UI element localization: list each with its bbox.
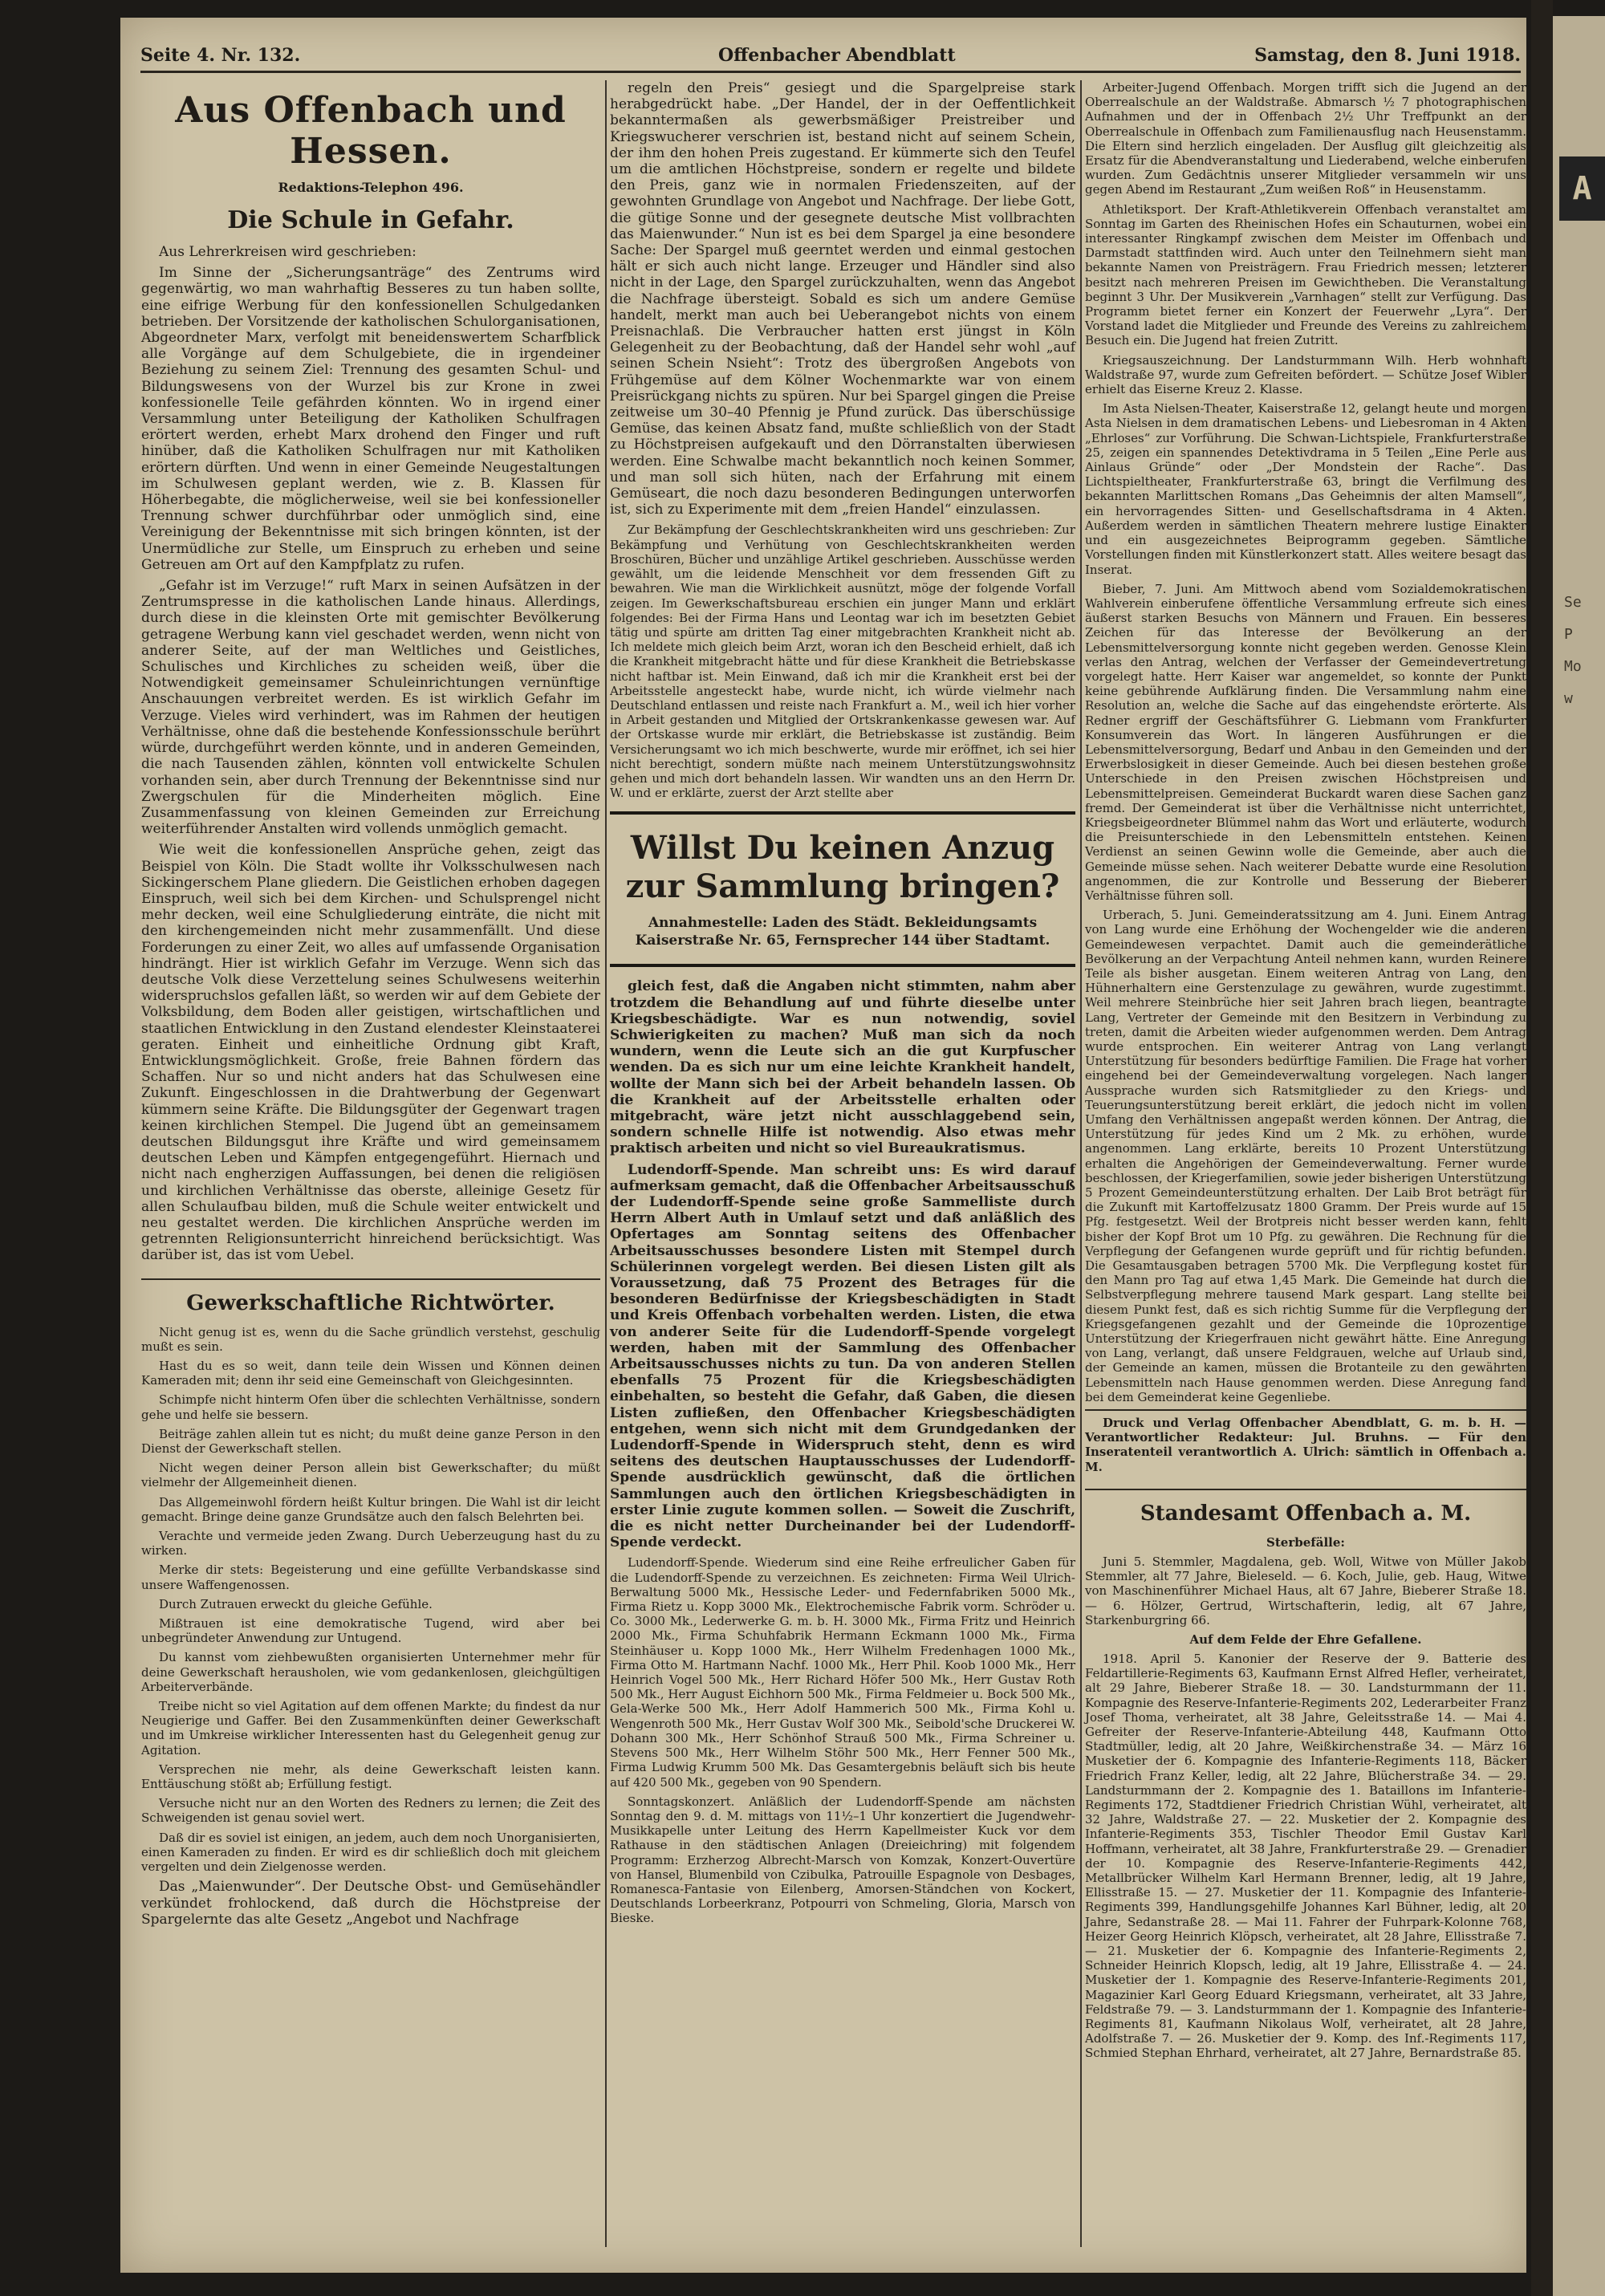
adjacent-page-tab: A <box>1559 156 1605 221</box>
column-3 <box>1085 80 1526 2066</box>
paragraph: Bieber, 7. Juni. Am Mittwoch abend vom Sozialdemokratischen Wahlverein einberufene öffentliche Versammlung erfreute sich eines äußerst starken Besuchs von Männern und Frauen. Ein besseres Zeichen für das Interesse der Bevölkerung an der Lebensmittelversorgung konnte nicht gegeben werden. Genosse Klein verlas den Antrag, welchen der Verfasser der Gemeindevertretung vorgelegt hatte. Herr Kaiser war angemeldet, so konnte der Punkt keine gebührende Aufklärung finden. Die Versammlung nahm eine Resolution an, welche die Sache auf das eingehendste erörterte. Als Redner ergriff der Geschäftsführer G. Liebmann vom Frankfurter Konsumverein das Wort. In längeren Ausführungen er die Lebensmittelversorgung, Bedarf und Anbau in den Gemeinden und der Erwerbslosigkeit in dieser Gemeinde. Auch bei diesen bestehen große Unterschiede in den Preisen zwischen Höchstpreisen und Lebensmittelpreisen. Gemeinderat Buckardt waren diese Sachen ganz fremd. Der Gemeinderat ist über die Verhältnisse nicht unterrichtet, Kriegsbeigeordneter Blümmel nahm das Wort und erläuterte, wodurch die Preisunterschiede in den Lebensmitteln entstehen. Keinen Verdienst an seinen Gewinn wolle die Gemeinde, aber auch die Gemeinde müsse sehen. Nach weiterer Debatte wurde eine Resolution angenommen, die zur Kontrolle und Besserung der Bieberer Verhältnisse führen soll. <box>1085 581 1526 903</box>
article-headline: Die Schule in Gefahr. <box>227 206 514 234</box>
paragraph: Daß dir es soviel ist einigen, an jedem, auch dem noch Unorganisierten, einen Kameraden zu finden. Er wird es dir schließlich doch mit gleichem vergelten und dein Zielgenosse werden. <box>141 1830 600 1875</box>
paragraph: 1918. April 5. Kanonier der Reserve der 9. Batterie des Feldartillerie-Regiments 63, Kaufmann Ernst Alfred Hefler, verheiratet, alt 29 Jahre, Bieberer Straße 18. — 30. Landsturmmann der 11. Kompagnie des Reserve-Infanterie-Regiments 202, Lederarbeiter Franz Josef Thoma, verheiratet, alt 38 Jahre, Geleitsstraße 14. — Mai 4. Gefreiter der Reserve-Infanterie-Abteilung 448, Kaufmann Otto Stadtmüller, ledig, alt 20 Jahre, Weißkirchenstraße 34. — März 16 Musketier der 6. Kompagnie des Infanterie-Regiments 118, Bäcker Friedrich Franz Keller, ledig, alt 22 Jahre, Blücherstraße 34. — 29. Landsturmmann der 2. Kompagnie des 1. Bataillons im Infanterie-Regiments 172, Stadtdiener Friedrich Christian Wühl, verheiratet, alt 32 Jahre, Waldstraße 27. — 22. Musketier der 2. Kompagnie des Infanterie-Regiments 353, Tischler Theodor Emil Gustav Karl Hoffmann, verheiratet, alt 38 Jahre, Frankfurterstraße 29. — Grenadier der 10. Kompagnie des Reserve-Infanterie-Regiments 442, Metallbrücker Wilhelm Karl Hermann Brenner, ledig, alt 19 Jahre, Ellisstraße 15. — 27. Musketier der 11. Kompagnie des Infanterie-Regiments 399, Handlungsgehilfe Johannes Karl Bühner, ledig, alt 20 Jahre, Sedanstraße 28. — Mai 11. Fahrer der Fuhrpark-Kolonne 768, Heizer Georg Heinrich Klöpsch, verheiratet, alt 28 Jahre, Ellisstraße 7. — 21. Musketier der 6. Kompagnie des Infanterie-Regiments 2, Schneider Heinrich Klopsch, ledig, alt 19 Jahre, Ellisstraße 4. — 24. Musketier der 1. Kompagnie des Reserve-Infanterie-Regiments 201, Magazinier Karl Georg Eduard Kriegsmann, verheiratet, alt 33 Jahre, Feldstraße 79. — 3. Landsturmmann der 1. Kompagnie des Infanterie-Regiments 81, Kaufmann Nikolaus Wolf, verheiratet, alt 28 Jahre, Adolfstraße 7. — 26. Musketier der 9. Komp. des Inf.-Regiments 117, Schmied Stephan Ehrhard, verheiratet, alt 27 Jahre, Bernardstraße 85. <box>1085 1651 1526 2061</box>
page-header <box>140 39 1521 73</box>
paragraph: Wie weit die konfessionellen Ansprüche gehen, zeigt das Beispiel von Köln. Die Stadt wollte ihr Volksschulwesen nach Sickingerschem Plane gliedern. Die Geistlichen erhoben dagegen Einspruch, weil sich bei dem Kirchen- und Schulsprengel nicht mehr decken, weil eine Schulgliederung einträte, die nicht mit den kirchengemeinden nicht mehr zusammenfällt. Und diese Forderungen zu einer Zeit, wo alles auf umfassende Organisation hindrängt. Hier ist wirklich Gefahr im Verzuge. Wenn sich das deutsche Volk diese Verzettelung seines Schulwesens weiterhin widerspruchslos gefallen läßt, so werden wir auf dem Gebiete der Volksbildung, dem Boden aller geistigen, wirtschaftlichen und staatlichen Entwicklung in den Zustand elendester Kleinstaaterei geraten. Einheit und einheitliche Ordnung gibt Kraft, Entwicklungsmöglichkeit. Große, freie Bahnen fördern das Schaffen. Nur so und nicht anders hat das Schulwesen eine Zukunft. Eingeschlossen in die Drahtwerbung der Gegenwart kümmern seine Kräfte. Die Bildungsgüter der Gegenwart tragen keinen kirchlichen Stempel. Die Jugend übt an gemeinsamem deutschen Bildungsgut ihre Kräfte und wird gemeinsamem deutschen Leben und Kämpfen entgegengeführt. Hiernach und nicht nach engherzigen Auffassungen, bei denen die religiösen und kirchlichen Verhältnisse das oberste, alleinige Gesetz für allen Schulaufbau bilden, muß die Schule weiter entwickelt und neu gestaltet werden. Die kirchlichen Ansprüche werden im getrennten Religionsunterricht hinreichend berücksichtigt. Was darüber ist, das ist vom Uebel. <box>141 842 600 1264</box>
column-rule <box>1080 80 1082 2247</box>
paragraph: Du kannst vom ziehbewußten organisierten Unternehmer mehr für deine Gewerkschaft herausholen, wie vom gedankenlosen, gleichgültigen Arbeiterverbände. <box>141 1650 600 1694</box>
paragraph: Verachte und vermeide jeden Zwang. Durch Ueberzeugung hast du zu wirken. <box>141 1529 600 1558</box>
paragraph: Durch Zutrauen erweckt du gleiche Gefühle. <box>159 1596 433 1611</box>
paragraph: Das „Maienwunder“. Der Deutsche Obst- und Gemüsehändler verkündet frohlockend, daß durch die Höchstpreise der Spargelernte das alte Gesetz „Angebot und Nachfrage <box>141 1879 600 1928</box>
paragraph: Ludendorff-Spende. Wiederum sind eine Reihe erfreulicher Gaben für die Ludendorff-Spende zu verzeichnen. Es zeichneten: Firma Weil Ulrich-Berwaltung 5000 Mk., Hessische Leder- und Federnfabriken 5000 Mk., Firma Rietz u. Kopp 3000 Mk., Elektrochemische Fabrik vorm. Schröder u. Co. 3000 Mk., Lederwerke G. m. b. H. 3000 Mk., Firma Fritz und Heinrich 2000 Mk., Firma Schuhfabrik Hermann Eckmann 1000 Mk., Firma Steinhäuser u. Kopp 1000 Mk., Herr Wilhelm Fredenhagen 1000 Mk., Firma Otto M. Hartmann Nachf. 1000 Mk., Herr Phil. Koob 1000 Mk., Herr Heinrich Vogel 500 Mk., Herr Richard Höfer 500 Mk., Herr Gustav Roth 500 Mk., Herr August Eichhorn 500 Mk., Firma Feldmeier u. Bock 500 Mk., Gela-Werke 500 Mk., Herr Adolf Hammerich 500 Mk., Firma Kohl u. Wengenroth 500 Mk., Herr Gustav Wolf 300 Mk., Seibold'sche Druckerei W. Dohann 300 Mk., Herr Schönhof Strauß 500 Mk., Firma Schreiner u. Stevens 500 Mk., Herr Wilhelm Stöhr 500 Mk., Herr Fenner 500 Mk., Firma Ludwig Krumm 500 Mk. Das Gesamtergebnis beläuft sich bis heute auf 420 500 Mk., gegeben von 90 Spendern. <box>610 1555 1075 1790</box>
ad-headline: Willst Du keinen Anzug zur Sammlung bringen? <box>625 829 1060 906</box>
adjacent-text: Mo <box>1564 658 1582 675</box>
paragraph: Hast du es so weit, dann teile dein Wissen und Können deinen Kameraden mit; denn ihr seid eine Gemeinschaft von Gleichgesinnten. <box>141 1359 600 1388</box>
subheading: Sterbefälle: <box>1266 1534 1345 1550</box>
column-2 <box>610 80 1075 1931</box>
paragraph: Merke dir stets: Begeisterung und eine gefüllte Verbandskasse sind unsere Waffengenossen. <box>141 1562 600 1592</box>
paragraph: Ludendorff-Spende. Man schreibt uns: Es wird darauf aufmerksam gemacht, daß die Offenbacher Arbeitsausschuß der Ludendorff-Spende seine große Sammelliste durch Herrn Albert Auth in Umlauf setzt und daß anläßlich des Opfertages am Sonntag seitens des Offenbacher Arbeitsausschusses besondere Listen mit Stempel durch Schülerinnen vorgelegt werden. Bei diesen Listen gilt als Voraussetzung, daß 75 Prozent des Betrages für die besonderen Bedürfnisse der Kriegsbeschädigten in Stadt und Kreis Offenbach vorbehalten werden. Listen, die etwa von anderer Seite für die Ludendorff-Spende vorgelegt werden, haben mit der Sammlung des Offenbacher Arbeitsausschusses nichts zu tun. Da von anderen Stellen ebenfalls 75 Prozent für die Kriegsbeschädigten einbehalten, so besteht die Gefahr, daß Gaben, die diesen Listen zufließen, den Offenbacher Kriegsbeschädigten entgehen, wenn sich nicht mit dem Grundgedanken der Ludendorff-Spende in Widerspruch steht, denn es wird seitens des deutschen Hauptausschusses der Ludendorff-Spende ausdrücklich gewünscht, daß die örtlichen Sammlungen auch den örtlichen Kriegsbeschädigten in erster Linie zugute kommen sollen. — Soweit die Zuschrift, die es nicht netter Durcheinander bei der Ludendorff-Spende verdeckt. <box>610 1161 1075 1551</box>
section-title: Aus Offenbach und Hessen. <box>175 90 567 172</box>
paragraph: Sonntagskonzert. Anläßlich der Ludendorff-Spende am nächsten Sonntag den 9. d. M. mittags von 11½–1 Uhr konzertiert die Jugendwehr-Musikkapelle unter Leitung des Herrn Kapellmeister Kuck vor dem Rathause in den städtischen Anlagen (Dreieichring) mit folgendem Programm: Erzherzog Albrecht-Marsch von Komzak, Konzert-Ouvertüre von Hansel, Blumenbild von Czibulka, Patrouille Espagnole von Desbages, Romanesca-Fantasie von Eilenberg, Amorsen-Ständchen von Kockert, Deutschlands Lorbeerkranz, Potpourri von Schmeling, Gloria, Marsch von Bieske. <box>610 1794 1075 1926</box>
notice-block <box>610 1555 1075 1925</box>
paragraph: Mißtrauen ist eine demokratische Tugend, wird aber bei unbegründeter Anwendung zur Untugend. <box>141 1616 600 1646</box>
paragraph: Nicht wegen deiner Person allein bist Gewerkschafter; du müßt vielmehr der Allgemeinheit dienen. <box>141 1461 600 1490</box>
paragraph: Versprechen nie mehr, als deine Gewerkschaft leisten kann. Enttäuschung stößt ab; Erfüllung festigt. <box>141 1762 600 1792</box>
binding-gutter <box>1531 0 1553 2296</box>
article-headline: Standesamt Offenbach a. M. <box>1085 1489 1526 1526</box>
notice-block <box>610 522 1075 800</box>
paragraph: Urberach, 5. Juni. Gemeinderatssitzung am 4. Juni. Einem Antrag von Lang wurde eine Erhöhung der Wochengelder wie die anderen Gemeindewesen verpachtet. Damit auch die gemeinderätliche Bevölkerung an der Verpachtung Anteil nehmen kann, wurden Reinere Teile als bisher ausgetan. Einem weiteren Antrag von Lang, den Hühnerhaltern eine Gerstenzulage zu gewähren, wurde zugestimmt. Weil mehrere Steinbrüche hier seit Jahren brach liegen, beantragte Lang, Vertreter der Gemeinde mit den Besitzern in Verbindung zu treten, damit die Arbeiten wieder aufgenommen werden. Dem Antrag wurde entsprochen. Ein weiterer Antrag von Lang verlangt Unterstützung für besonders bedürftige Familien. Die Frage hat vorher eingehend bei der Gemeindeverwaltung vorgelegen. Nach langer Aussprache wurden sich Ratsmitglieder zu den Kriegs- und Teuerungsunterstützung bereit erklärt, die jedoch nicht im vollen Umfang den Verhältnissen angepaßt werden können. Der Antrag, die Unterstützung für jedes Kind um 2 Mk. zu erhöhen, wurde angenommen. Lang erklärte, bereits 10 Prozent Unterstützung erhalten die Angehörigen der Gemeindeverwaltung. Ferner wurde beschlossen, der Kriegerfamilien, sowie jeder bisherigen Unterstützung 5 Prozent Gemeindeunterstützung erhalten. Der Laib Brot beträgt für die Zukunft mit Kartoffelzusatz 1800 Gramm. Der Preis wurde auf 15 Pfg. festgesetzt. Weil der Brotpreis nicht besser werden kann, fehlt bisher der Kopf Brot um 10 Pfg. zu gewähren. Die Rechnung für die Verpflegung der Gefangenen wurde geprüft und für richtig befunden. Die Gesamtausgaben betragen 5700 Mk. Die Verpflegung kostet für den Mann pro Tag auf etwa 1,45 Mark. Die Gemeinde hat durch die Selbstverpflegung mehrere tausend Mark gespart. Lang stellte bei diesem Punkt fest, daß es sich richtig Summe für die Verpflegung der Kriegsgefangenen gezahlt und der Gemeinde die 10prozentige Unterstützung der Kriegerfrauen nicht gewährt hätte. Eine Anregung von Lang, verlangt, daß unsere Feldgrauen, welche auf Urlaub sind, der Gemeinde an kamen, müssen die Brotanteile zu den gewährten Lebensmitteln nach Hause genommen werden. Diese Anregung fand bei dem Gemeinderat keine Gegenliebe. <box>1085 908 1526 1404</box>
ad-details: Annahmestelle: Laden des Städt. Bekleidungsamts Kaiserstraße Nr. 65, Fernsprecher 144 über Stadtamt. <box>635 915 1050 949</box>
paragraph: Zur Bekämpfung der Geschlechtskrankheiten wird uns geschrieben: Zur Bekämpfung und Verhütung von Geschlechtskrankheiten werden Broschüren, Bücher und unzählige Artikel geschrieben. Ausschüsse werden gewählt, um die leidende Menschheit vor dem fressenden Gift zu bewahren. Wie man die Wirklichkeit ausnützt, möge der folgende Vorfall zeigen. Im Gewerkschaftsbureau erschien ein junger Mann und erklärt folgendes: Bei der Firma Hans und Leontag war ich im besetzten Gebiet tätig und spürte am dritten Tag einer mitgebrachten Krankheit nicht ab. Ich meldete mich gleich beim Arzt, woran ich den Bescheid erhielt, daß ich die Krankheit mitgebracht hätte und für diese Krankheit die Betriebskasse nicht haftbar ist. Mein Einwand, daß ich mir die Krankheit erst bei der Arbeitsstelle angesteckt habe, wurde nicht, ich würde vielmehr nach Deutschland entlassen und reiste nach Frankfurt a. M., weil ich hier vorher in Arbeit gestanden und Mitglied der Ortskrankenkasse gewesen war. Auf der Ortskasse wurde mir erklärt, die Betriebskasse ist zuständig. Beim Versicherungsamt wo ich mich beschwerte, wurde mir eröffnet, ich sei hier nicht berechtigt, sondern müßte nach meinem Unterstützungswohnsitz gehen und mich dort behandeln lassen. Wir wandten uns an den Herrn Dr. W. und er erklärte, zuerst der Arzt stellte aber <box>610 522 1075 801</box>
paragraph: gleich fest, daß die Angaben nicht stimmten, nahm aber trotzdem die Behandlung auf und führte dieselbe unter Kriegsbeschädigte. War es nun notwendig, soviel Schwierigkeiten zu machen? Muß man sich da noch wundern, wenn die Leute sich an die gut Kurpfuscher wenden. Da es sich nur um eine leichte Krankheit handelt, wollte der Mann sich bei der Arbeit behandeln lassen. Ob die Krankheit auf der Arbeitsstelle erhalten oder mitgebracht, wäre jetzt nicht ausschlaggebend sein, sondern schnelle Hilfe ist notwendig. Also etwas mehr praktisch arbeiten und nicht so viel Bureaukratismus. <box>610 978 1075 1157</box>
adjacent-page-strip <box>1553 16 1605 2296</box>
paragraph: Versuche nicht nur an den Worten des Redners zu lernen; die Zeit des Schweigenden ist genau soviel wert. <box>141 1796 600 1826</box>
paragraph: Arbeiter-Jugend Offenbach. Morgen trifft sich die Jugend an der Oberrealschule an der Waldstraße. Abmarsch ½ 7 photographischen Aufnahmen und der in Offenbach 2½ Uhr Treffpunkt an der Oberrealschule in Offenbach zum Familienausflug nach Heusenstamm. Die Eltern sind herzlich eingeladen. Der Ausflug gilt gleichzeitig als Ersatz für die Abendveranstaltung und Liederabend, welche einberufen wurden. Zum Gedächtnis unserer Mitglieder versammeln wir uns gegen Abend im Restaurant „Zum weißen Roß“ in Heusenstamm. <box>1085 80 1526 197</box>
editorial-phone: Redaktions-Telephon 496. <box>278 180 464 195</box>
page-number: Seite 4. Nr. 132. <box>140 45 301 66</box>
paragraph: regeln den Preis“ gesiegt und die Spargelpreise stark herabgedrückt habe. „Der Handel, der in der Oeffentlichkeit bekanntermaßen als gewerbsmäßiger Preistreiber und Kriegswucherer verschrien ist, bestand nicht auf seinem Schein, der ihm den hohen Preis zugestand. Er kümmerte sich den Teufel um die amtlichen Höchstpreise, sondern er regelte und bildete den Preis, ganz wie in normalen Friedenszeiten, auf der gewohnten Grundlage von Angebot und Nachfrage. Der liebe Gott, die gütige Sonne und der gesegnete deutsche Mist vollbrachten das Maienwunder.“ Nun ist es bei dem Spargel ja eine besondere Sache: Der Spargel muß geerntet werden und einmal gestochen hält er sich auch nicht lange. Erzeuger und Händler sind also nicht in der Lage, den Spargel zurückzuhalten, wenn das Angebot die Nachfrage übersteigt. Sobald es sich um andere Gemüse handelt, merkt man auch bei Ueberangebot nichts von einem Preisnachlaß. Die Verbraucher hatten erst jüngst in Köln Gelegenheit zu der Beobachtung, daß der Handel sehr wohl „auf seinen Schein Nsieht“: Trotz des übergroßen Angebots von Frühgemüse auf dem Kölner Wochenmarkte war von einem Preisrückgang nichts zu spüren. Nur bei Spargel gingen die Preise zeitweise um 30–40 Pfennig je Pfund zurück. Das überschüssige Gemüse, das keinen Absatz fand, mußte schließlich von der Stadt zu Höchstpreisen aufgekauft und den Dörranstalten überwiesen werden. Eine Schwalbe macht bekanntlich noch keinen Sommer, und man soll sich hüten, nach der Erfahrung mit einem Gemüseart, die noch dazu besonderen Bedingungen unterworfen ist, sich zu Experimente mit dem „freien Handel“ einzulassen. <box>610 80 1075 518</box>
imprint: Druck und Verlag Offenbacher Abendblatt, G. m. b. H. — Verantwortlicher Redakteur: Jul. Bruhns. — Für den Inseratenteil verantwortlich A. Ulrich: sämtlich in Offenbach a. M. <box>1085 1409 1526 1474</box>
paragraph: Kriegsauszeichnung. Der Landsturmmann Wilh. Herb wohnhaft Waldstraße 97, wurde zum Gefreiten befördert. — Schütze Josef Wibler erhielt das Eiserne Kreuz 2. Klasse. <box>1085 352 1526 397</box>
paragraph: Treibe nicht so viel Agitation auf dem offenen Markte; du findest da nur Neugierige und Gaffer. Bei den Zusammenkünften deiner Gewerkschaft und im Umkreise wirklicher Interessenten hast du Gelegenheit genug zur Agitation. <box>141 1699 600 1758</box>
paragraph: Schimpfe nicht hinterm Ofen über die schlechten Verhältnisse, sondern gehe und helfe sie bessern. <box>141 1392 600 1422</box>
adjacent-text: P <box>1564 626 1573 643</box>
paragraph: Athletiksport. Der Kraft-Athletikverein Offenbach veranstaltet am Sonntag im Garten des Rheinischen Hofes ein Schauturnen, wobei ein interessanter Ringkampf zwischen dem Meister im Offenbach und Darmstadt stattfinden wird. Auch unter den Teilnehmern sieht man bekannte Namen von Preisträgern. Frau Friedrich messen; letzterer besitzt nach mehreren Preisen im Gewichtheben. Die Veranstaltung beginnt 3 Uhr. Der Musikverein „Varnhagen“ stellt zur Verfügung. Das Programm bietet ferner ein Konzert der Feuerwehr „Lyra“. Der Vorstand ladet die Mitglieder und Freunde des Vereins zu zahlreichem Besuch ein. Die Jugend hat freien Zutritt. <box>1085 201 1526 348</box>
adjacent-text: w <box>1564 690 1573 707</box>
masthead: Offenbacher Abendblatt <box>718 45 956 66</box>
article-headline: Gewerkschaftliche Richtwörter. <box>141 1278 600 1315</box>
paragraph: Im Asta Nielsen-Theater, Kaiserstraße 12, gelangt heute und morgen Asta Nielsen in dem dramatischen Lebens- und Liebesroman in 4 Akten „Ehrloses“ zur Vorführung. Die Schwan-Lichtspiele, Frankfurterstraße 25, zeigen ein spannendes Detektivdrama in 5 Teilen „Eine Perle aus Ainlaus Gründe“ oder „Der Mondstein der Rache“. Das Lichtspieltheater, Frankfurterstraße 63, bringt die Verfilmung des bekannten Marlittschen Romans „Das Geheimnis der alten Mamsell“, ein hervorragendes Sitten- und Gesellschaftsdrama in 4 Akten. Außerdem werden in sämtlichen Theatern mehrere lustige Einakter und ein ausgezeichnetes Beiprogramm gegeben. Sämtliche Vorstellungen finden mit Künstlerkonzert statt. Alles weitere besagt das Inserat. <box>1085 401 1526 577</box>
paragraph: Im Sinne der „Sicherungsanträge“ des Zentrums wird gegenwärtig, wo man wahrhaftig Besseres zu tun haben sollte, eine eifrige Werbung für den konfessionellen Schulgedanken betrieben. Der Vorsitzende der katholischen Schulorganisationen, Abgeordneter Marx, verfolgt mit beneidenswertem Scharfblick alle Vorgänge auf dem Schulgebiete, die in irgendeiner Beziehung zu seinem Ziel: Trennung des gesamten Schul- und Bildungswesens von der Wurzel bis zur Krone in zwei konfessionelle Teile gefährden könnten. Wo in irgend einer Versammlung unter Beteiligung der Katholiken Schulfragen erörtert werden, erhebt Marx drohend den Finger und ruft hinüber, daß die Katholiken Schulfragen nur mit Katholiken erörtern dürften. Und wenn in einer Gemeinde Neugestaltungen im Schulwesen geplant werden, wie z. B. Klassen für Höherbegabte, die möglicherweise, weil sie bei konfessioneller Trennung schwer durchführbar oder unmöglich sind, eine Vereinigung der Bekenntnisse mit sich bringen könnten, ist der Unermüdliche zur Stelle, um Einspruch zu erheben und seine Getreuen am Ort auf den Kampfplatz zu rufen. <box>141 265 600 573</box>
paragraph: Beiträge zahlen allein tut es nicht; du mußt deine ganze Person in den Dienst der Gewerkschaft stellen. <box>141 1426 600 1457</box>
maxims-list <box>141 1325 600 1875</box>
advertisement-box <box>610 811 1075 967</box>
subheading: Auf dem Felde der Ehre Gefallene. <box>1189 1632 1422 1647</box>
column-1 <box>141 80 600 1932</box>
column-rule <box>605 80 607 2247</box>
paragraph: „Gefahr ist im Verzuge!“ ruft Marx in seinen Aufsätzen in der Zentrumspresse in die katholischen Lande hinaus. Allerdings, durch diese in die kleinsten Orte mit gemischter Bevölkerung getragene Werbung kann viel geschadet werden, wenn nicht von anderer Seite, auf der man Weltliches und Geistliches, Schulisches und Kirchliches zu scheiden weiß, über die Notwendigkeit gemeinsamer Schuleinrichtungen vernünftige Anschauungen verbreitet werden. Es ist wirklich Gefahr im Verzuge. Vieles wird verhindert, was im Rahmen der heutigen Verhältnisse, ohne daß die bestehende Konfessionsschule berührt würde, durchgeführt werden könnte, und in anderen Gemeinden, die nach Tausenden zählen, könnten voll entwickelte Schulen vorhanden sein, aber durch Trennung der Bekenntnisse sind nur Zwergschulen für die Minderheiten möglich. Eine Zusammenfassung von kleinen Gemeinden zur Erreichung weiterführender Anstalten wird vollends unmöglich gemacht. <box>141 578 600 838</box>
paragraph: Juni 5. Stemmler, Magdalena, geb. Woll, Witwe von Müller Jakob Stemmler, alt 77 Jahre, Bieleseld. — 6. Koch, Julie, geb. Haug, Witwe von Maschinenführer Michael Haus, alt 67 Jahre, Bieberer Straße 18. — 6. Hölzer, Gertrud, Wirtschafterin, ledig, alt 67 Jahre, Starkenburgring 66. <box>1085 1554 1526 1628</box>
issue-date: Samstag, den 8. Juni 1918. <box>1254 45 1521 66</box>
paragraph: Das Allgemeinwohl fördern heißt Kultur bringen. Die Wahl ist dir leicht gemacht. Bringe deine ganze Grundsätze auch den falsch Belehrten bei. <box>141 1494 600 1524</box>
paragraph: Nicht genug ist es, wenn du die Sache gründlich verstehst, geschulig mußt es sein. <box>141 1324 600 1354</box>
paragraph: Aus Lehrerkreisen wird geschrieben: <box>159 244 416 260</box>
adjacent-text: Se <box>1564 594 1582 611</box>
